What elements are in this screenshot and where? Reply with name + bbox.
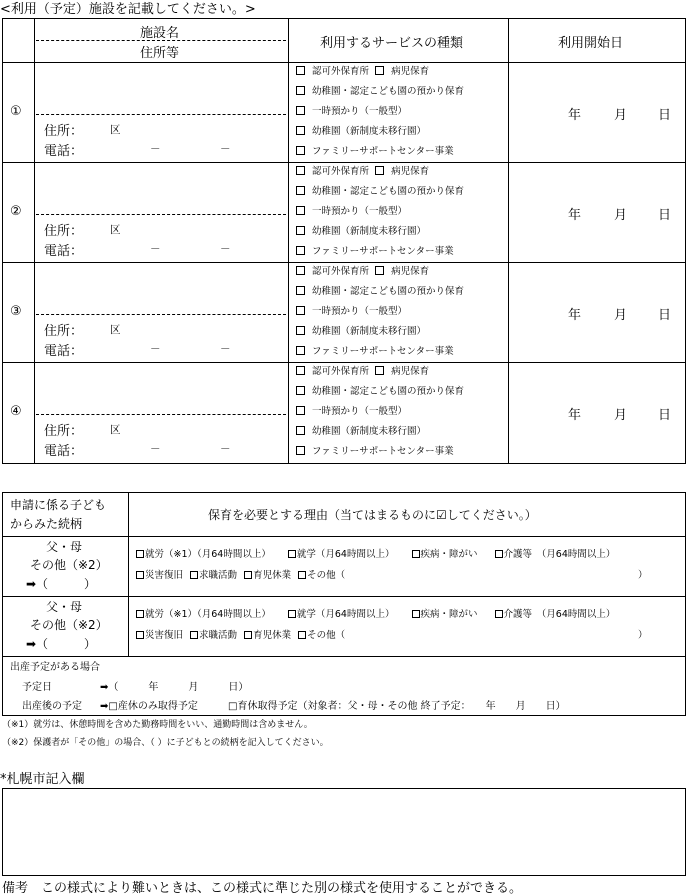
relationship-header: 申請に係る子ども <box>10 498 107 512</box>
row-number: ③ <box>10 304 22 319</box>
col-header-facility-name: 施設名 <box>140 26 180 41</box>
checkbox[interactable] <box>296 326 305 335</box>
reason-options-line1: 就労（※1）（月64時間以上） 就学（月64時間以上） 疾病・障がい 介護等 （月64時間以上） <box>136 606 615 620</box>
col-header-start-date: 利用開始日 <box>558 36 624 51</box>
checkbox[interactable] <box>296 186 305 195</box>
close-paren: ） <box>638 630 648 641</box>
checkbox[interactable] <box>288 550 296 558</box>
checkbox[interactable] <box>136 571 144 579</box>
service-checklist: 認可外保育所 病児保育 幼稚園・認定こども園の預かり保育 一時預かり（一般型） 幼稚園（新制度未移行園） ファミリーサポートセンター事業 <box>296 162 464 262</box>
start-year-label: 年 <box>568 208 582 223</box>
start-month-label: 月 <box>614 408 628 423</box>
col-header-address: 住所等 <box>140 46 180 61</box>
phone-separator: － <box>150 443 161 455</box>
due-date-label: 予定日 <box>22 682 52 693</box>
ward-label: 区 <box>110 124 121 136</box>
checkbox[interactable] <box>136 631 144 639</box>
checkbox[interactable] <box>296 386 305 395</box>
checkbox[interactable] <box>375 366 384 375</box>
checkbox[interactable] <box>296 426 305 435</box>
address-label: 住所： <box>44 224 84 239</box>
row-number: ④ <box>10 404 22 419</box>
start-month-label: 月 <box>614 108 628 123</box>
checkbox[interactable] <box>296 446 305 455</box>
checkbox[interactable] <box>296 206 305 215</box>
after-birth-option-childcare[interactable]: □育休取得予定（対象者：父・母・その他 終了予定： 年 月 日） <box>228 701 566 712</box>
checkbox[interactable] <box>190 571 198 579</box>
start-day-label: 日 <box>658 408 672 423</box>
start-day-label: 日 <box>658 208 672 223</box>
relationship-header-2: からみた続柄 <box>10 517 83 531</box>
checkbox[interactable] <box>375 266 384 275</box>
checkbox[interactable] <box>296 226 305 235</box>
start-year-label: 年 <box>568 108 582 123</box>
note-2: （※2）保護者が「その他」の場合、（ ）に子どもとの続柄を記入してください。 <box>2 738 329 748</box>
address-label: 住所： <box>44 324 84 339</box>
service-checklist: 認可外保育所 病児保育 幼稚園・認定こども園の預かり保育 一時預かり（一般型） 幼稚園（新制度未移行園） ファミリーサポートセンター事業 <box>296 362 464 462</box>
col-header-service: 利用するサービスの種類 <box>320 36 464 51</box>
phone-label: 電話： <box>44 344 84 359</box>
ward-label: 区 <box>110 224 121 236</box>
after-birth-label: 出産後の予定 <box>22 701 82 712</box>
section-title: <利用（予定）施設を記載してください。> <box>0 2 256 17</box>
checkbox[interactable] <box>296 86 305 95</box>
phone-label: 電話： <box>44 144 84 159</box>
phone-label: 電話： <box>44 244 84 259</box>
relationship-parent: 父・母 <box>46 600 83 614</box>
address-label: 住所： <box>44 424 84 439</box>
checkbox[interactable] <box>244 571 252 579</box>
checkbox[interactable] <box>412 550 420 558</box>
note-1: （※1）就労は、休憩時間を含めた勤務時間をいい、通勤時間は含めません。 <box>2 720 313 730</box>
checkbox[interactable] <box>296 66 305 75</box>
reason-options-line2: 災害復旧 求職活動 育児休業 その他（ <box>136 627 345 641</box>
reason-header: 保育を必要とする理由（当てはまるものに☑してください。） <box>208 508 537 522</box>
close-paren: ） <box>638 570 648 581</box>
relationship-other: その他（※2） <box>30 558 108 572</box>
checkbox[interactable] <box>375 166 384 175</box>
reason-options-line2: 災害復旧 求職活動 育児休業 その他（ <box>136 567 345 581</box>
service-checklist: 認可外保育所 病児保育 幼稚園・認定こども園の預かり保育 一時預かり（一般型） 幼稚園（新制度未移行園） ファミリーサポートセンター事業 <box>296 62 464 162</box>
due-date-value[interactable]: ➡（ 年 月 日） <box>100 682 249 693</box>
start-month-label: 月 <box>614 308 628 323</box>
reason-options-line1: 就労（※1）（月64時間以上） 就学（月64時間以上） 疾病・障がい 介護等 （月64時間以上） <box>136 546 615 560</box>
birth-plan-title: 出産予定がある場合 <box>10 662 100 673</box>
checkbox[interactable] <box>298 631 306 639</box>
phone-separator: － <box>150 243 161 255</box>
phone-separator: － <box>220 143 231 155</box>
start-month-label: 月 <box>614 208 628 223</box>
relationship-input[interactable]: ➡（ ） <box>26 577 97 591</box>
sapporo-entry-box[interactable] <box>2 788 686 876</box>
checkbox[interactable] <box>375 66 384 75</box>
row-number: ① <box>10 104 22 119</box>
checkbox[interactable] <box>412 610 420 618</box>
checkbox[interactable] <box>136 610 144 618</box>
checkbox[interactable] <box>495 610 503 618</box>
relationship-other: その他（※2） <box>30 618 108 632</box>
checkbox[interactable] <box>288 610 296 618</box>
checkbox[interactable] <box>495 550 503 558</box>
phone-separator: － <box>220 443 231 455</box>
checkbox[interactable] <box>296 366 305 375</box>
row-number: ② <box>10 204 22 219</box>
after-birth-option-maternity[interactable]: ➡□産休のみ取得予定 <box>100 701 198 712</box>
checkbox[interactable] <box>296 106 305 115</box>
relationship-parent: 父・母 <box>46 540 83 554</box>
phone-separator: － <box>150 343 161 355</box>
phone-separator: － <box>220 243 231 255</box>
ward-label: 区 <box>110 324 121 336</box>
checkbox[interactable] <box>296 406 305 415</box>
checkbox[interactable] <box>296 286 305 295</box>
checkbox[interactable] <box>244 631 252 639</box>
phone-label: 電話： <box>44 444 84 459</box>
service-checklist: 認可外保育所 病児保育 幼稚園・認定こども園の預かり保育 一時預かり（一般型） 幼稚園（新制度未移行園） ファミリーサポートセンター事業 <box>296 262 464 362</box>
start-year-label: 年 <box>568 308 582 323</box>
start-day-label: 日 <box>658 108 672 123</box>
checkbox[interactable] <box>296 166 305 175</box>
start-year-label: 年 <box>568 408 582 423</box>
address-label: 住所： <box>44 124 84 139</box>
checkbox[interactable] <box>296 306 305 315</box>
phone-separator: － <box>150 143 161 155</box>
checkbox[interactable] <box>136 550 144 558</box>
start-day-label: 日 <box>658 308 672 323</box>
checkbox[interactable] <box>296 146 305 155</box>
checkbox[interactable] <box>298 571 306 579</box>
checkbox[interactable] <box>296 246 305 255</box>
checkbox[interactable] <box>296 266 305 275</box>
phone-separator: － <box>220 343 231 355</box>
checkbox[interactable] <box>296 126 305 135</box>
sapporo-section-label: *札幌市記入欄 <box>0 772 85 787</box>
relationship-input[interactable]: ➡（ ） <box>26 637 97 651</box>
footer-remark: 備考 この様式により難いときは、この様式に準じた別の様式を使用することができる。 <box>2 881 523 896</box>
checkbox[interactable] <box>296 346 305 355</box>
ward-label: 区 <box>110 424 121 436</box>
checkbox[interactable] <box>190 631 198 639</box>
